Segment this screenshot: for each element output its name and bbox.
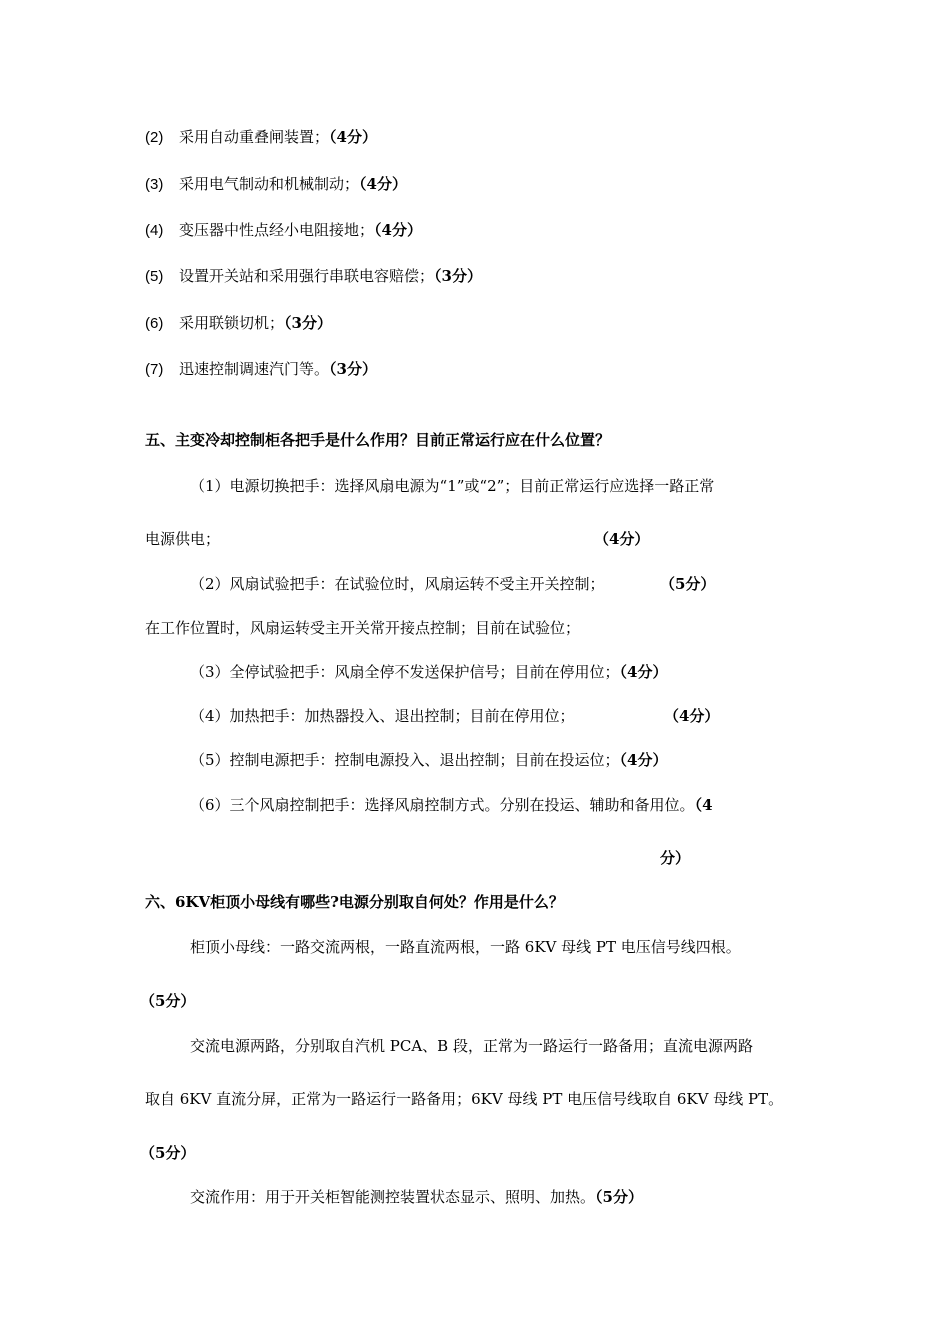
item-text: 设置开关站和采用强行串联电容赔偿； bbox=[179, 267, 435, 285]
score-label: 分） bbox=[660, 849, 691, 867]
list-item bbox=[145, 266, 482, 287]
item-number: (6) bbox=[145, 315, 164, 332]
paragraph-line bbox=[190, 1187, 643, 1207]
paragraph-text: （3）全停试验把手：风扇全停不发送保护信号；目前在停用位； bbox=[190, 663, 620, 681]
paragraph-line: （1）电源切换把手：选择风扇电源为“1”或“2”；目前正常运行应选择一路正常 bbox=[190, 477, 715, 495]
list-item bbox=[145, 127, 377, 148]
list-item bbox=[145, 359, 377, 380]
paragraph-line: （4）加热把手：加热器投入、退出控制；目前在停用位； bbox=[190, 707, 575, 725]
paragraph-line: 取自 6KV 直流分屏，正常为一路运行一路备用；6KV 母线 PT 电压信号线取自 6KV 母线 PT。 bbox=[145, 1090, 784, 1108]
paragraph-line: 柜顶小母线：一路交流两根，一路直流两根，一路 6KV 母线 PT 电压信号线四根。 bbox=[190, 938, 741, 956]
list-item bbox=[145, 174, 407, 195]
score-label: （5分） bbox=[140, 1144, 196, 1162]
score-label: （3分） bbox=[329, 360, 377, 378]
item-text: 采用联锁切机； bbox=[179, 314, 285, 332]
item-text: 变压器中性点经小电阻接地； bbox=[179, 221, 375, 239]
score-label: （5分） bbox=[595, 1188, 643, 1206]
item-text: 采用电气制动和机械制动； bbox=[179, 175, 360, 193]
item-number: (7) bbox=[145, 361, 164, 378]
score-label: （4分） bbox=[619, 751, 668, 769]
item-number: (5) bbox=[145, 268, 164, 285]
section-heading: 五、主变冷却控制柜各把手是什么作用？目前正常运行应在什么位置？ bbox=[145, 431, 611, 449]
score-label: （4分） bbox=[594, 530, 650, 548]
score-label: （4分） bbox=[329, 128, 377, 146]
paragraph-text: 交流作用：用于开关柜智能测控装置状态显示、照明、加热。 bbox=[190, 1188, 596, 1206]
score-label: （4分） bbox=[374, 221, 422, 239]
score-label: （4 bbox=[694, 796, 713, 814]
paragraph-line: 电源供电； bbox=[145, 530, 221, 548]
list-item bbox=[145, 220, 422, 241]
paragraph-line bbox=[190, 750, 667, 770]
score-label: （4分） bbox=[664, 707, 720, 725]
item-number: (3) bbox=[145, 176, 164, 193]
item-number: (2) bbox=[145, 129, 164, 146]
score-label: （5分） bbox=[660, 575, 716, 593]
score-label: （4分） bbox=[359, 175, 407, 193]
paragraph-line: （2）风扇试验把手：在试验位时，风扇运转不受主开关控制； bbox=[190, 575, 605, 593]
score-label: （4分） bbox=[619, 663, 668, 681]
list-item bbox=[145, 313, 332, 334]
paragraph-line: 交流电源两路，分别取自汽机 PCA、B 段，正常为一路运行一路备用；直流电源两路 bbox=[190, 1037, 753, 1055]
score-label: （3分） bbox=[434, 267, 482, 285]
paragraph-line bbox=[190, 662, 667, 682]
paragraph-line bbox=[190, 795, 713, 815]
score-label: （3分） bbox=[284, 314, 332, 332]
score-label: （5分） bbox=[140, 992, 196, 1010]
item-text: 采用自动重叠闸装置； bbox=[179, 128, 330, 146]
section-heading: 六、6KV柜顶小母线有哪些?电源分别取自何处？作用是什么？ bbox=[145, 893, 564, 911]
paragraph-line: 在工作位置时，风扇运转受主开关常开接点控制；目前在试验位； bbox=[145, 619, 581, 637]
item-number: (4) bbox=[145, 222, 164, 239]
paragraph-text: （5）控制电源把手：控制电源投入、退出控制；目前在投运位； bbox=[190, 751, 620, 769]
paragraph-text: （6）三个风扇控制把手：选择风扇控制方式。分别在投运、辅助和备用位。 bbox=[190, 796, 695, 814]
item-text: 迅速控制调速汽门等。 bbox=[179, 360, 330, 378]
